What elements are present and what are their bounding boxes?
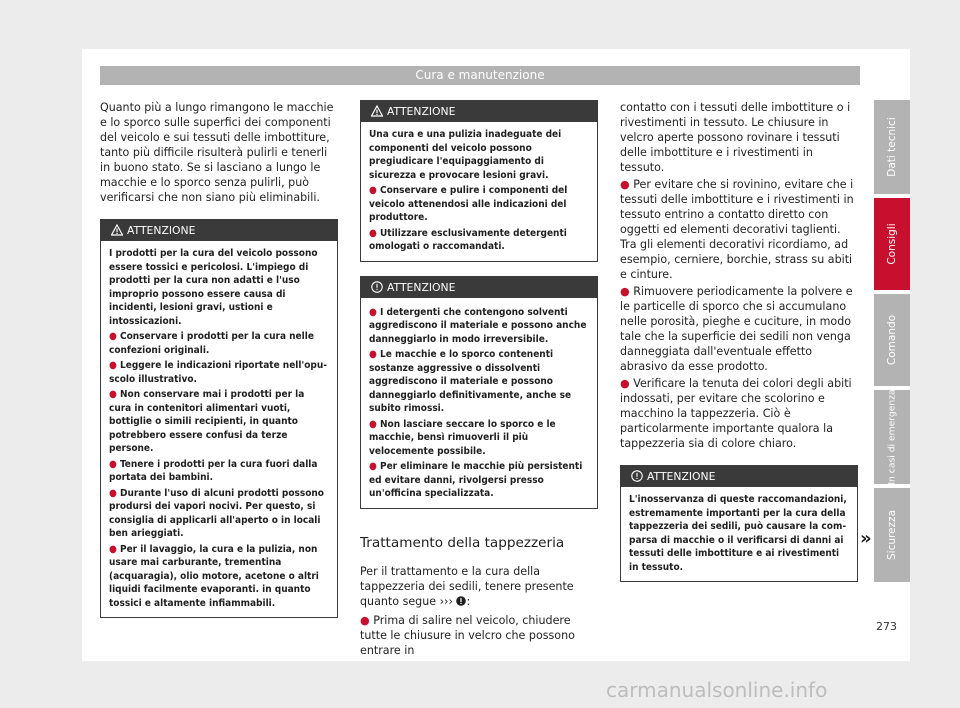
- continued-paragraph: contatto con i tessuti delle imbottiture o i rivestimenti in tessuto. Le chiusure in velcro aperte possono rovinare i tessuti delle imbottiture e i rivestimenti in tessuto.: [620, 101, 851, 174]
- tab-emergenza[interactable]: In casi di emergenza: [874, 390, 910, 484]
- warning-triangle-icon: [371, 105, 383, 117]
- section-reference[interactable]: ››› :: [439, 594, 471, 608]
- watermark: carmanualsonline.info: [606, 678, 828, 702]
- warning-item: ● Per il lavaggio, la cura e la pulizia, non usare mai carburante, trementina (acquaragia), olio motore, acetone o altri liquidi facilmente evaporanti. in quanto tossici e altamente infiammabili.: [109, 543, 319, 609]
- warning-lead: I prodotti per la cura del veicolo possono essere tossici e pericolosi. L'impiego di prodotti per la cura non adatti e l'uso improprio possono essere causa di incidenti, lesioni gravi, ustioni e intossicazioni.: [109, 248, 318, 327]
- warning-item: ● Leggere le indicazioni riportate nell'opuscolo illustrativo.: [109, 360, 328, 385]
- warning-item: ● Conservare e pulire i componenti del veicolo attenendosi alle indicazioni del produttore.: [369, 185, 568, 223]
- warning-title: ATTENZIONE: [387, 105, 456, 118]
- warning-item: ● Tenere i prodotti per la cura fuori dalla portata dei bambini.: [109, 458, 318, 483]
- warning-header: [621, 466, 857, 487]
- warning-box-care: [360, 100, 598, 262]
- warning-box-products: [100, 219, 338, 618]
- warning-item: ● Non conservare mai i prodotti per la cura in contenitori alimentari vuoti, bottiglie o simili recipienti, in quanto potrebbero essere confusi da terze persone.: [109, 389, 305, 454]
- warning-title: ATTENZIONE: [387, 280, 456, 294]
- warning-item: ● Utilizzare esclusivamente detergenti omologati o raccomandati.: [369, 227, 567, 252]
- warning-item: ● Le macchie e lo sporco contenenti sostanze aggressive o dissolventi aggrediscono il materiale e possono danneggiarlo definitivamente, anche se subito rimossi.: [369, 349, 572, 414]
- section-title: Trattamento della tappezzeria: [360, 534, 565, 551]
- page-header: [100, 66, 860, 85]
- alert-circle-icon: [456, 596, 466, 606]
- tab-dati-tecnici[interactable]: Dati tecnici: [874, 100, 910, 194]
- page-header-title: Cura e manutenzione: [415, 68, 545, 82]
- column-3: [620, 100, 858, 596]
- tab-comando[interactable]: Comando: [874, 294, 910, 386]
- warning-item: ● I detergenti che contengono solventi aggrediscono il materiale e possono anche danneggiarlo in modo irreversibile.: [369, 306, 587, 345]
- column-2: [360, 100, 598, 672]
- warning-triangle-icon: [111, 224, 123, 236]
- warning-item: ● Conservare i prodotti per la cura nelle confezioni originali.: [109, 331, 314, 356]
- warning-title: ATTENZIONE: [127, 224, 196, 237]
- info-circle-icon: [631, 470, 643, 482]
- bullet-item: ● Rimuovere periodicamente la polvere e le particelle di sporco che si accumulano nelle porosità, pieghe e cuciture, in modo tale che la superficie dei sedili non venga danneggiata dall'eventuale effetto abrasivo da esse prodotto.: [620, 285, 853, 373]
- page-number: 273: [876, 620, 897, 633]
- warning-box-solvents: [360, 276, 598, 509]
- warning-header: [101, 220, 337, 241]
- intro-paragraph: Quanto più a lungo rimangono le macchie e lo sporco sulle superfici dei componenti del veicolo e sui tessuti delle imbottiture, tanto più difficile risulterà pulirli e tenerli in buono stato. Se si lasciano a lungo le macchie e lo sporco senza pulirli, può verificarsi che non siano più eliminabili.: [100, 101, 334, 204]
- warning-box-upholstery: [620, 465, 858, 582]
- warning-item: ● Per eliminare le macchie più persistenti ed evitare danni, rivolgersi presso un'officina specializzata.: [369, 461, 583, 499]
- bullet-item: ● Verificare la tenuta dei colori degli abiti indossati, per evitare che scolorino e macchino la tappezzeria. Ciò è particolarmente importante qualora la tappezzeria sia di colore chiaro.: [620, 377, 852, 450]
- warning-title: ATTENZIONE: [647, 470, 716, 483]
- column-1: [100, 100, 338, 632]
- warning-item: ● Non lasciare seccare lo sporco e le macchie, bensì rimuoverli il più velocemente possibile.: [369, 418, 556, 457]
- warning-header: [361, 277, 597, 298]
- tab-sicurezza[interactable]: Sicurezza: [874, 488, 910, 582]
- bullet-item: ● Prima di salire nel veicolo, chiudere tutte le chiusure in velcro che possono entrare in: [360, 613, 575, 657]
- warning-header: [361, 101, 597, 122]
- warning-lead: L'inosservanza di queste raccomandazioni, estremamente importanti per la cura della tappezzeria dei sedili, può causare la comparsa di macchie o il verificarsi di danni ai tessuti delle imbottiture e ai rivestimenti in tessuto.: [629, 494, 847, 573]
- warning-lead: Una cura e una pulizia inadeguate dei componenti del veicolo possono pregiudicare l'equipaggiamento di sicurezza e provocare lesioni gravi.: [369, 129, 562, 181]
- section-intro: Per il trattamento e la cura della tappezzeria dei sedili, tenere presente quanto segue ››› :: [360, 564, 574, 608]
- bullet-item: ● Per evitare che si rovinino, evitare che i tessuti delle imbottiture e i rivestimenti in tessuto entrino a contatto diretto con oggetti ed elementi decorativi taglienti. Tra gli elementi decorativi ricordiamo, ad esempio, cerniere, borchie, strass su abiti e cinture.: [620, 178, 854, 281]
- info-circle-icon: [371, 281, 383, 293]
- continue-marker: »: [860, 528, 872, 549]
- warning-item: ● Durante l'uso di alcuni prodotti possono prodursi dei vapori nocivi. Per questo, si consiglia di applicarli all'aperto o in locali ben arieggiati.: [109, 487, 324, 539]
- tab-consigli[interactable]: Consigli: [874, 198, 910, 290]
